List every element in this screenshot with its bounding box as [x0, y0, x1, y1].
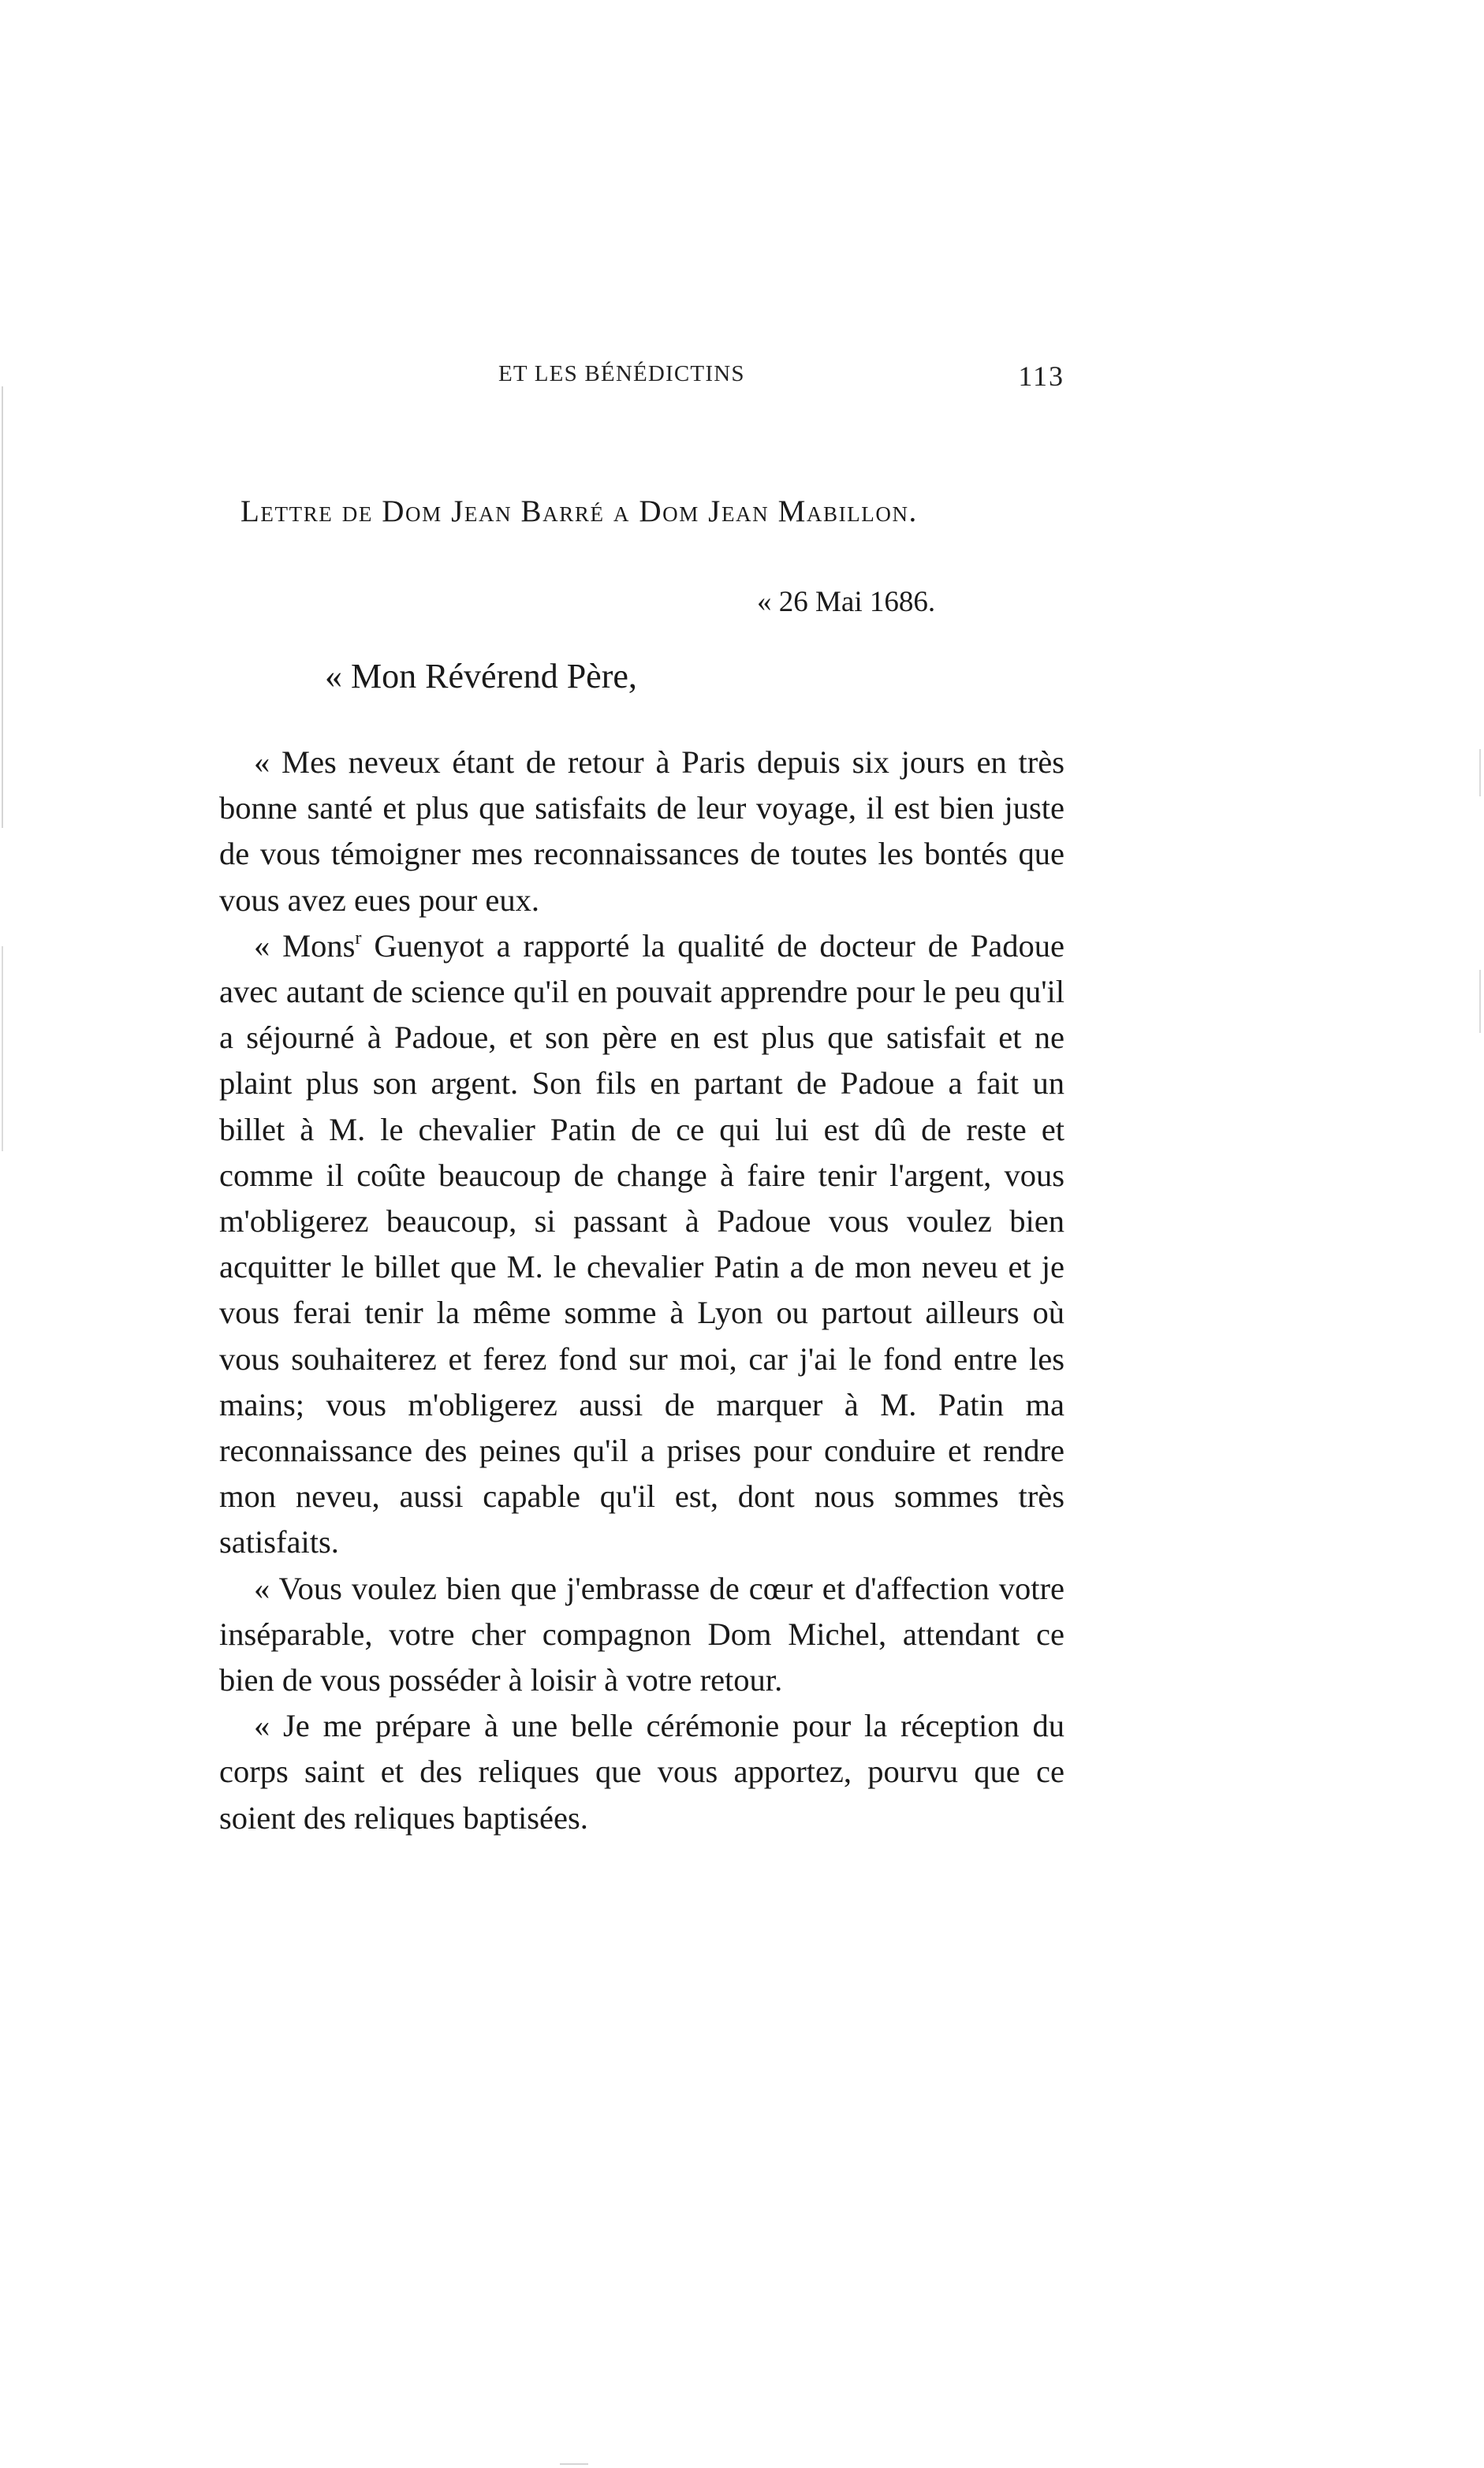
paragraph-2-prefix: « Mons: [254, 927, 356, 964]
running-header: [221, 361, 1065, 401]
paragraph-2-superscript: r: [355, 927, 362, 949]
scan-edge-mark: [2, 946, 3, 1151]
scan-edge-mark: [1479, 970, 1481, 1033]
paragraph-2-text: Guenyot a rapporté la qualité de docteur de Padoue avec autant de science qu'il en pouvait apprendre pour le peu qu'il a séjourné à Padoue, et son père en est plus que satisfait et ne plaint plus son argent. Son fils en partant de Padoue a fait un billet à M. le chevalier Patin de ce qui lui est dû de reste et comme il coûte beaucoup de change à faire tenir l'argent, vous m'obligerez beaucoup, si passant à Padoue vous voulez bien acquitter le billet que M. le chevalier Patin a de mon neveu et je vous ferai tenir la même somme à Lyon ou partout ailleurs où vous souhaiterez et ferez fond sur moi, car j'ai le fond entre les mains; vous m'obligerez aussi de marquer à M. Patin ma reconnaissance des peines qu'il a prises pour conduire et rendre mon neveu, aussi capable qu'il est, dont nous sommes très satisfaits.: [219, 927, 1065, 1560]
page-number: 113: [1018, 360, 1065, 392]
letter-heading: Lettre de Dom Jean Barré a Dom Jean Mabillon.: [240, 494, 918, 528]
paragraph-3: « Vous voulez bien que j'embrasse de cœur et d'affection votre inséparable, votre cher compagnon Dom Michel, attendant ce bien de vous posséder à loisir à votre retour.: [219, 1570, 1065, 1698]
paragraph-4: « Je me prépare à une belle cérémonie pour la réception du corps saint et des reliques que vous apportez, pourvu que ce soient des reliques baptisées.: [219, 1708, 1065, 1836]
paragraph-2: [219, 923, 1065, 1566]
paragraph-1: « Mes neveux étant de retour à Paris depuis six jours en très bonne santé et plus que satisfaits de leur voyage, il est bien juste de vous témoigner mes reconnaissances de toutes les bontés que vous avez eues pour eux.: [219, 744, 1065, 918]
scan-edge-mark: [2, 386, 3, 828]
letter-date: « 26 Mai 1686.: [757, 586, 936, 618]
letter-body: [219, 740, 1065, 1841]
running-title: ET LES BÉNÉDICTINS: [498, 361, 745, 386]
scan-edge-mark: [1479, 749, 1481, 796]
letter-salutation: « Mon Révérend Père,: [325, 657, 637, 695]
scan-edge-mark: [560, 2463, 588, 2465]
